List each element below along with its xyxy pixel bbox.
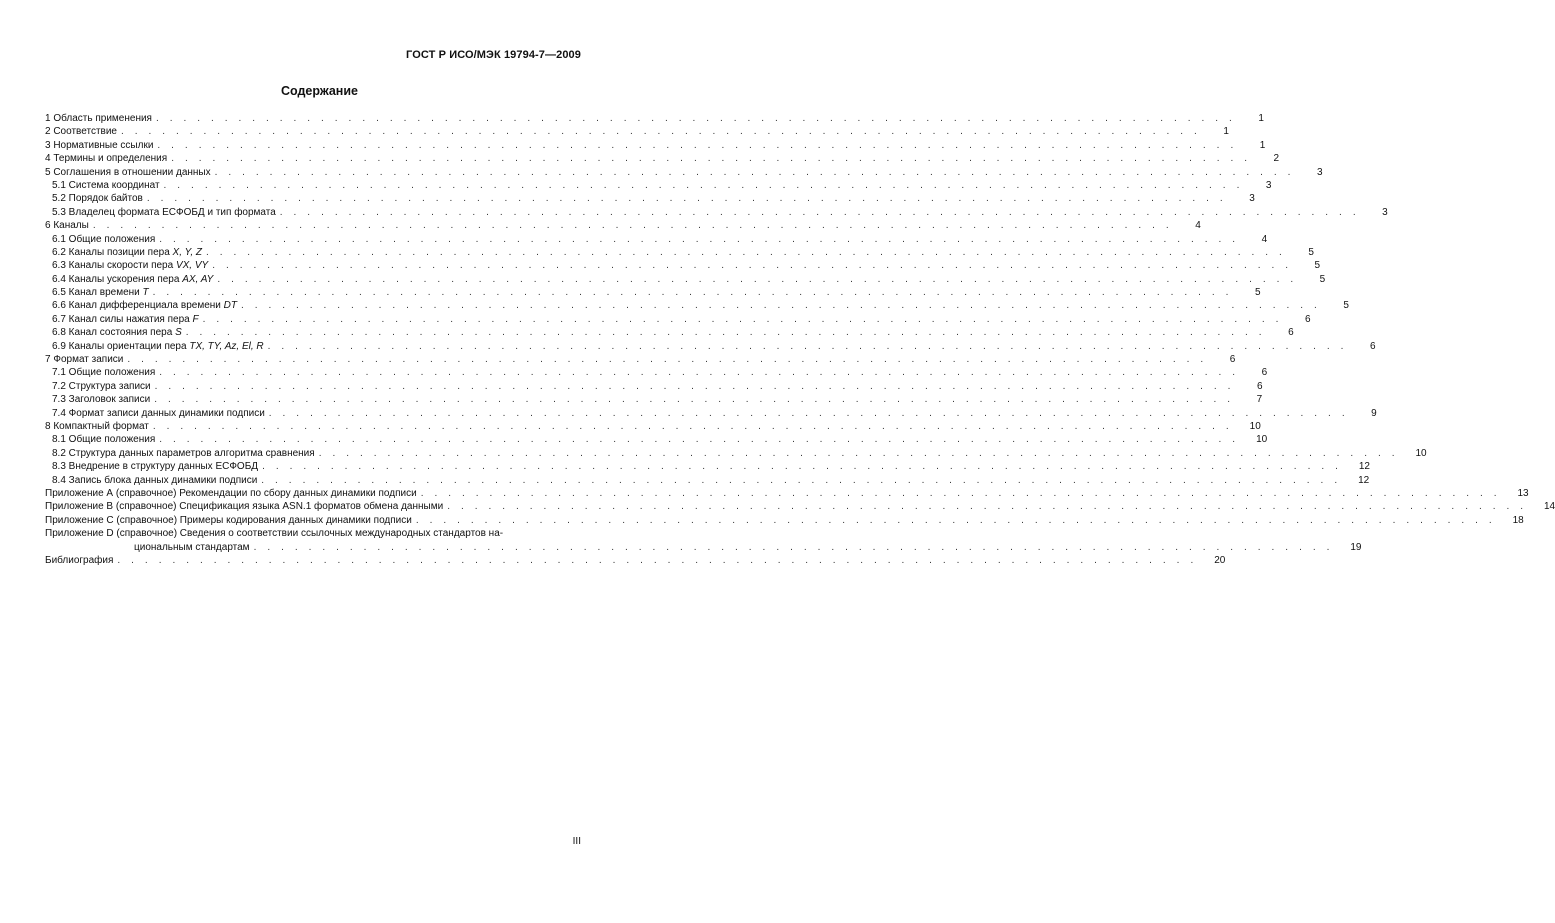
toc-entry-label: Приложение D (справочное) Сведения о соответствии ссылочных международных стандартов на- [45,528,504,540]
toc-entry-symbol: DT [223,300,237,312]
toc-page-number: 12 [1358,474,1370,486]
toc-entry [45,460,1370,473]
toc-entry-symbol: AX, AY [182,273,214,285]
toc-page-number: 5 [1254,287,1261,299]
toc-leader-dots: . . . . . . . . . . . . . . . . . . . . . . . . . . . . . . . . . . . . . . . . . . . . . . . . . . . . . . . . . . . . . . . . . . . . . . . . . . . . . . . [214,166,1295,178]
toc-entry-text: 8.1 Общие положения [52,434,156,446]
toc-entry-text: Приложение B (справочное) Спецификация языка ASN.1 форматов обмена данными [45,501,444,513]
toc-entry-label [52,326,182,339]
toc-entry-symbol: T [142,287,149,299]
table-of-contents [45,112,1555,567]
toc-entry [45,112,1264,125]
toc-entry-symbol: VX, VY [175,260,209,272]
toc-entry [45,152,1280,165]
toc-entry-text: 5.3 Владелец формата ЕСФОБД и тип формата [52,206,276,218]
toc-entry-label [45,139,153,152]
toc-leader-dots: . . . . . . . . . . . . . . . . . . . . . . . . . . . . . . . . . . . . . . . . . . . . . . . . . . . . . . . . . . . . . . . . . . . . . . . . . . . . . . . [318,447,1399,459]
toc-entry [45,380,1263,393]
toc-leader-dots: . . . . . . . . . . . . . . . . . . . . . . . . . . . . . . . . . . . . . . . . . . . . . . . . . . . . . . . . . . . . . . . . . . . . . . . . . . . . . . . [415,514,1496,526]
toc-page-number: 10 [1256,434,1268,446]
page-number: III [572,836,581,847]
toc-page-number: 1 [1223,126,1229,138]
toc-page-number: 10 [1415,447,1427,459]
toc-entry-text: 4 Термины и определения [45,153,168,165]
toc-entry [45,487,1529,500]
toc-leader-dots: . . . . . . . . . . . . . . . . . . . . . . . . . . . . . . . . . . . . . . . . . . . . . . . . . . . . . . . . . . . . . . . . . . . . . . . . . . . . . . . [171,153,1252,165]
toc-entry-label [52,340,264,353]
toc-leader-dots: . . . . . . . . . . . . . . . . . . . . . . . . . . . . . . . . . . . . . . . . . . . . . . . . . . . . . . . . . . . . . . . . . . . . . . . . . . . . . . . [159,367,1240,379]
toc-entry-text: 6.2 Каналы позиции пера [52,246,173,258]
toc-page-number: 9 [1371,407,1377,419]
toc-leader-dots: . . . . . . . . . . . . . . . . . . . . . . . . . . . . . . . . . . . . . . . . . . . . . . . . . . . . . . . . . . . . . . . . . . . . . . . . . . . . . . . [241,300,1321,312]
toc-entry-label [52,313,199,326]
toc-entry-text: 6 Каналы [45,220,89,232]
toc-entry-label [45,152,167,165]
toc-entry [45,273,1326,286]
toc-entry [45,139,1266,152]
toc-entry [45,286,1261,299]
toc-page-number: 1 [1259,139,1266,151]
toc-entry-text: 6.4 Каналы ускорения пера [52,273,183,285]
toc-leader-dots: . . . . . . . . . . . . . . . . . . . . . . . . . . . . . . . . . . . . . . . . . . . . . . . . . . . . . . . . . . . . . . . . . . . . . . . . . . . . . . . [154,380,1235,392]
toc-page-number: 13 [1517,487,1529,499]
toc-entry-text: 5.2 Порядок байтов [52,193,143,205]
toc-page-number: 1 [1258,112,1264,124]
toc-entry-label-continued: циональным стандартам [134,541,250,553]
toc-entry-label [45,514,412,527]
toc-entry [45,500,1555,513]
toc-page-number: 5 [1343,300,1349,312]
toc-entry-label [45,554,113,567]
toc-entry-text: 3 Нормативные ссылки [45,139,154,151]
toc-entry-text: 6.9 Каналы ориентации пера [52,340,190,352]
toc-entry [45,514,1524,527]
toc-entry-text: 5 Соглашения в отношении данных [45,166,211,178]
toc-entry [45,179,1272,192]
toc-entry-label [52,474,257,487]
toc-page-number: 19 [1350,541,1362,553]
toc-entry-label [45,219,89,232]
toc-entry [45,366,1268,379]
toc-entry-text: 5.1 Система координат [52,179,160,191]
toc-leader-dots: . . . . . . . . . . . . . . . . . . . . . . . . . . . . . . . . . . . . . . . . . . . . . . . . . . . . . . . . . . . . . . . . . . . . . . . . . . . . . . . [206,246,1286,258]
toc-leader-dots: . . . . . . . . . . . . . . . . . . . . . . . . . . . . . . . . . . . . . . . . . . . . . . . . . . . . . . . . . . . . . . . . . . . . . . . . . . . . . . . [159,434,1240,446]
toc-leader-dots: . . . . . . . . . . . . . . . . . . . . . . . . . . . . . . . . . . . . . . . . . . . . . . . . . . . . . . . . . . . . . . . . . . . . . . . . . . . . . . . [155,112,1236,124]
toc-entry [45,233,1268,246]
toc-leader-dots: . . . . . . . . . . . . . . . . . . . . . . . . . . . . . . . . . . . . . . . . . . . . . . . . . . . . . . . . . . . . . . . . . . . . . . . . . . . . . . . [154,394,1235,406]
toc-page-number: 7 [1256,394,1263,406]
toc-leader-dots: . . . . . . . . . . . . . . . . . . . . . . . . . . . . . . . . . . . . . . . . . . . . . . . . . . . . . . . . . . . . . . . . . . . . . . . . . . . . . . . [447,501,1528,513]
toc-entry-label [52,433,155,446]
toc-entry-label [52,393,150,406]
toc-entry [45,125,1229,138]
toc-leader-dots: . . . . . . . . . . . . . . . . . . . . . . . . . . . . . . . . . . . . . . . . . . . . . . . . . . . . . . . . . . . . . . . . . . . . . . . . . . . . . . . [120,126,1201,138]
toc-page-number: 3 [1382,206,1388,218]
toc-entry-label [45,500,443,513]
toc-leader-dots: . . . . . . . . . . . . . . . . . . . . . . . . . . . . . . . . . . . . . . . . . . . . . . . . . . . . . . . . . . . . . . . . . . . . . . . . . . . . . . . [261,474,1342,486]
toc-leader-dots: . . . . . . . . . . . . . . . . . . . . . . . . . . . . . . . . . . . . . . . . . . . . . . . . . . . . . . . . . . . . . . . . . . . . . . . . . . . . . . . [159,233,1240,245]
toc-entry-text: 7 Формат записи [45,354,124,366]
toc-entry-text: 7.2 Структура записи [52,380,151,392]
toc-leader-dots: . . . . . . . . . . . . . . . . . . . . . . . . . . . . . . . . . . . . . . . . . . . . . . . . . . . . . . . . . . . . . . . . . . . . . . . . . . . . . . . [420,487,1501,499]
toc-entry-label [45,125,117,138]
toc-entry [45,259,1321,272]
toc-page-number: 5 [1314,260,1321,272]
toc-entry-text: 8 Компактный формат [45,420,149,432]
toc-entry-text: 8.3 Внедрение в структуру данных ЕСФОБД [52,461,259,473]
toc-entry [45,246,1314,259]
toc-entry-label [52,259,208,272]
toc-entry-label [52,286,149,299]
toc-entry-text: 7.3 Заголовок записи [52,394,151,406]
toc-leader-dots: . . . . . . . . . . . . . . . . . . . . . . . . . . . . . . . . . . . . . . . . . . . . . . . . . . . . . . . . . . . . . . . . . . . . . . . . . . . . . . . [152,287,1233,299]
toc-leader-dots: . . . . . . . . . . . . . . . . . . . . . . . . . . . . . . . . . . . . . . . . . . . . . . . . . . . . . . . . . . . . . . . . . . . . . . . . . . . . . . . [152,420,1233,432]
toc-entry [45,192,1255,205]
toc-entry [45,554,1226,567]
toc-entry [45,474,1370,487]
toc-page-number: 10 [1249,420,1261,432]
toc-entry-text: 2 Соответствие [45,126,117,138]
toc-page-number: 18 [1512,514,1524,526]
toc-entry-text: 8.2 Структура данных параметров алгоритма сравнения [52,447,315,459]
toc-leader-dots: . . . . . . . . . . . . . . . . . . . . . . . . . . . . . . . . . . . . . . . . . . . . . . . . . . . . . . . . . . . . . . . . . . . . . . . . . . . . . . . [117,554,1198,566]
toc-leader-dots: . . . . . . . . . . . . . . . . . . . . . . . . . . . . . . . . . . . . . . . . . . . . . . . . . . . . . . . . . . . . . . . . . . . . . . . . . . . . . . . [157,139,1238,151]
toc-entry-text: 7.4 Формат записи данных динамики подписи [52,407,265,419]
toc-leader-dots: . . . . . . . . . . . . . . . . . . . . . . . . . . . . . . . . . . . . . . . . . . . . . . . . . . . . . . . . . . . . . . . . . . . . . . . . . . . . . . . [253,541,1334,553]
toc-entry-text: 6.8 Канал состояния пера [52,327,176,339]
toc-leader-dots: . . . . . . . . . . . . . . . . . . . . . . . . . . . . . . . . . . . . . . . . . . . . . . . . . . . . . . . . . . . . . . . . . . . . . . . . . . . . . . . [267,340,1348,352]
toc-leader-dots: . . . . . . . . . . . . . . . . . . . . . . . . . . . . . . . . . . . . . . . . . . . . . . . . . . . . . . . . . . . . . . . . . . . . . . . . . . . . . . . [127,354,1208,366]
toc-entry-text: 1 Область применения [45,112,152,124]
toc-page-number: 3 [1265,179,1272,191]
toc-entry [45,393,1263,406]
toc-page-number: 3 [1249,193,1255,205]
toc-entry-label [52,299,237,312]
toc-page-number: 2 [1273,153,1280,165]
toc-entry-label [45,487,417,500]
toc-leader-dots: . . . . . . . . . . . . . . . . . . . . . . . . . . . . . . . . . . . . . . . . . . . . . . . . . . . . . . . . . . . . . . . . . . . . . . . . . . . . . . . [262,461,1342,473]
toc-entry-label [52,366,155,379]
toc-leader-dots: . . . . . . . . . . . . . . . . . . . . . . . . . . . . . . . . . . . . . . . . . . . . . . . . . . . . . . . . . . . . . . . . . . . . . . . . . . . . . . . [146,193,1227,205]
toc-page-number: 5 [1319,273,1326,285]
toc-entry-label [52,246,202,259]
toc-page-number: 6 [1369,340,1376,352]
toc-entry-label [45,420,149,433]
toc-entry [45,326,1294,339]
toc-entry-label [52,380,151,393]
toc-leader-dots: . . . . . . . . . . . . . . . . . . . . . . . . . . . . . . . . . . . . . . . . . . . . . . . . . . . . . . . . . . . . . . . . . . . . . . . . . . . . . . . [212,260,1293,272]
toc-page-number: 4 [1195,220,1201,232]
toc-entry-text: 8.4 Запись блока данных динамики подписи [52,474,258,486]
toc-leader-dots: . . . . . . . . . . . . . . . . . . . . . . . . . . . . . . . . . . . . . . . . . . . . . . . . . . . . . . . . . . . . . . . . . . . . . . . . . . . . . . . [163,179,1244,191]
toc-leader-dots: . . . . . . . . . . . . . . . . . . . . . . . . . . . . . . . . . . . . . . . . . . . . . . . . . . . . . . . . . . . . . . . . . . . . . . . . . . . . . . . [92,220,1173,232]
page-title: Содержание [280,84,358,98]
toc-entry-text: Приложение С (справочное) Примеры кодирования данных динамики подписи [45,514,412,526]
toc-page-number: 4 [1261,233,1268,245]
toc-entry [45,206,1388,219]
toc-entry [45,219,1201,232]
toc-entry-text: 6.6 Канал дифференциала времени [52,300,224,312]
toc-entry-label [45,112,152,125]
toc-entry [45,407,1377,420]
toc-page-number: 6 [1288,327,1294,339]
toc-entry-symbol: S [175,327,182,339]
toc-entry-text: 6.5 Канал времени [52,287,143,299]
toc-page-number: 12 [1358,461,1370,473]
toc-entry-text: 6.7 Канал силы нажатия пера [52,313,193,325]
toc-entry-text: Приложение А (справочное) Рекомендации по сбору данных динамики подписи [45,487,417,499]
toc-entry-text: 6.3 Каналы скорости пера [52,260,176,272]
toc-leader-dots: . . . . . . . . . . . . . . . . . . . . . . . . . . . . . . . . . . . . . . . . . . . . . . . . . . . . . . . . . . . . . . . . . . . . . . . . . . . . . . . [217,273,1298,285]
toc-entry [45,353,1236,366]
toc-entry [45,420,1261,433]
toc-page-number: 6 [1229,354,1236,366]
toc-page-number: 14 [1543,501,1555,513]
toc-leader-dots: . . . . . . . . . . . . . . . . . . . . . . . . . . . . . . . . . . . . . . . . . . . . . . . . . . . . . . . . . . . . . . . . . . . . . . . . . . . . . . . [268,407,1349,419]
toc-entry-label [45,353,123,366]
toc-page-number: 6 [1304,313,1311,325]
toc-entry-label [52,179,160,192]
toc-entry-text: 7.1 Общие положения [52,367,156,379]
toc-entry [45,447,1427,460]
toc-leader-dots: . . . . . . . . . . . . . . . . . . . . . . . . . . . . . . . . . . . . . . . . . . . . . . . . . . . . . . . . . . . . . . . . . . . . . . . . . . . . . . . [185,327,1266,339]
toc-entry-label [52,273,213,286]
toc-entry-text: 6.1 Общие положения [52,233,156,245]
document-code: ГОСТ Р ИСО/МЭК 19794-7—2009 [406,49,581,61]
toc-entry [45,340,1376,353]
toc-entry [45,433,1268,446]
toc-entry-symbol: X, Y, Z [172,246,203,258]
toc-entry [45,313,1311,326]
toc-entry-text: Библиография [45,554,114,566]
toc-entry-symbol: TX, TY, Az, El, R [189,340,264,352]
toc-leader-dots: . . . . . . . . . . . . . . . . . . . . . . . . . . . . . . . . . . . . . . . . . . . . . . . . . . . . . . . . . . . . . . . . . . . . . . . . . . . . . . . [202,313,1283,325]
toc-entry-label [52,460,258,473]
toc-entry-label [52,233,155,246]
toc-page-number: 3 [1316,166,1323,178]
toc-entry-label [52,407,265,420]
toc-page-number: 20 [1214,554,1226,566]
toc-entry-symbol: F [192,313,199,325]
toc-leader-dots: . . . . . . . . . . . . . . . . . . . . . . . . . . . . . . . . . . . . . . . . . . . . . . . . . . . . . . . . . . . . . . . . . . . . . . . . . . . . . . . [279,206,1360,218]
toc-entry [45,166,1323,179]
toc-page-number: 6 [1261,367,1268,379]
toc-entry-label [52,192,143,205]
toc-entry [45,299,1349,312]
toc-page-number: 6 [1256,380,1263,392]
toc-page-number: 5 [1308,246,1314,258]
toc-entry [45,527,1362,554]
toc-entry-label [45,166,211,179]
toc-entry-label [52,206,276,219]
toc-entry-label [52,447,315,460]
